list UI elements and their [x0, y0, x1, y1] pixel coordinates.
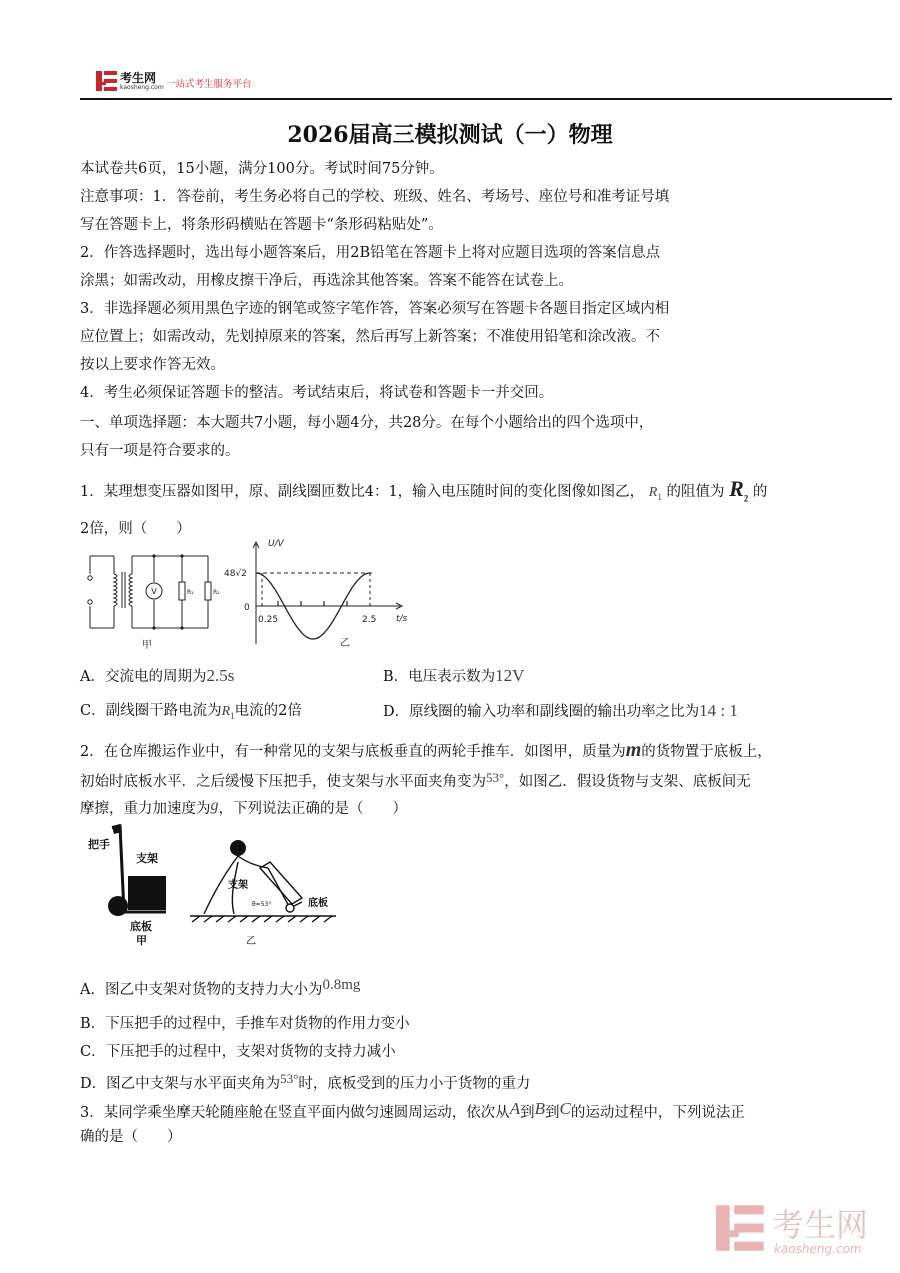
- u-axis-label: U/V: [268, 539, 284, 549]
- watermark-domain: kaosheng.com: [774, 1242, 862, 1256]
- q1-option-b[interactable]: B．电压表示数为12V: [383, 666, 525, 685]
- logo-text: 考生网: [120, 71, 157, 85]
- q1-voltage-graph: [222, 534, 412, 652]
- q1-option-d[interactable]: D．原线圈的输入功率和副线圈的输出功率之比为14 : 1: [383, 701, 738, 720]
- fig-label-yi: 乙: [246, 936, 256, 947]
- q2-handtruck-figure-yi: [186, 832, 346, 950]
- q2-option-d[interactable]: D．图乙中支架与水平面夹角为53°时，底板受到的压力小于货物的重力: [80, 1071, 531, 1092]
- q2-option-a[interactable]: A．图乙中支架对货物的支持力大小为0.8mg: [80, 977, 361, 998]
- q2-handtruck-figure-jia: [86, 822, 178, 950]
- origin-label: 0: [244, 603, 250, 613]
- q1-option-c[interactable]: C．副线圈干路电流为$R_1$电流的2倍: [80, 703, 302, 721]
- q1-stem: 1．某理想变压器如图甲，原、副线圈匝数比4：1，输入电压随时间的变化图像如图乙， $R_1$ 的阻值为 $R_2$ 的: [80, 476, 768, 504]
- t-axis-label: t/s: [396, 614, 408, 624]
- section-heading: 只有一项是符合要求的。: [80, 443, 240, 459]
- section-heading: 一、单项选择题：本大题共7小题，每小题4分，共28分。在每个小题给出的四个选项中，: [80, 415, 654, 431]
- voltmeter-label: V: [151, 587, 157, 596]
- label-base-2: 底板: [308, 898, 328, 909]
- r1-symbol: $R_1$: [648, 485, 662, 502]
- intro-line: 涂黑；如需改动，用橡皮擦干净后，再选涂其他答案。答案不能答在试卷上。: [80, 273, 573, 289]
- intro-line: 3．非选择题必须用黑色字迹的钢笔或签字笔作答，答案必须写在答题卡各题目指定区域内相: [80, 301, 670, 317]
- q1-stem-cont: 2倍，则（ ）: [80, 521, 191, 537]
- logo-domain: kaosheng.com: [120, 84, 164, 91]
- t1-label: 0.25: [258, 615, 279, 625]
- intro-line: 4．考生必须保证答题卡的整洁。考试结束后，将试卷和答题卡一并交回。: [80, 385, 554, 401]
- q1-circuit-figure: [82, 548, 220, 652]
- q3-stem: 3．某同学乘坐摩天轮随座舱在竖直平面内做匀速圆周运动，依次从A到B到C的运动过程中，下列说法正: [80, 1099, 745, 1121]
- r2-label: R₂: [213, 589, 220, 596]
- fig-label-yi: 乙: [340, 638, 350, 649]
- fig-label-jia: 甲: [136, 934, 147, 947]
- intro-line: 按以上要求作答无效。: [80, 357, 225, 373]
- q1-option-a[interactable]: A．交流电的周期为2.5s: [80, 666, 235, 685]
- page-title: 2026届高三模拟测试（一）物理: [287, 122, 613, 148]
- header-rule: [80, 98, 892, 100]
- q2-option-c[interactable]: C．下压把手的过程中，支架对货物的支持力减小: [80, 1044, 396, 1060]
- intro-line: 2．作答选择题时，选出每小题答案后，用2B铅笔在答题卡上将对应题目选项的答案信息点: [80, 245, 661, 261]
- theta-label: θ=53°: [252, 901, 272, 908]
- watermark: [716, 1200, 886, 1260]
- intro-line: 注意事项：1．答卷前，考生务必将自己的学校、班级、姓名、考场号、座位号和准考证号填: [80, 189, 670, 205]
- r1-label: R₁: [187, 589, 194, 596]
- watermark-text: 考生网: [772, 1206, 869, 1244]
- r2-symbol: $R_2$: [729, 476, 749, 504]
- header-slogan: 一站式考生服务平台: [166, 79, 252, 90]
- kaosheng-logo-icon: [96, 70, 118, 92]
- intro-line: 本试卷共6页，15小题，满分100分。考试时间75分钟。: [80, 161, 444, 177]
- q2-stem: 摩擦，重力加速度为g，下列说法正确的是（ ）: [80, 797, 407, 817]
- label-stand: 支架: [136, 852, 158, 865]
- peak-label: 48√2: [224, 569, 247, 579]
- watermark-logo-icon: [716, 1202, 766, 1254]
- intro-line: 应位置上；如需改动，先划掉原来的答案，然后再写上新答案；不准使用铅笔和涂改液。不: [80, 329, 660, 345]
- q2-stem: 初始时底板水平．之后缓慢下压把手，使支架与水平面夹角变为53°，如图乙．假设货物与支架、底板间无: [80, 770, 751, 790]
- t2-label: 2.5: [362, 615, 377, 625]
- q2-option-b[interactable]: B．下压把手的过程中，手推车对货物的作用力变小: [80, 1016, 410, 1032]
- q2-stem: 2．在仓库搬运作业中，有一种常见的支架与底板垂直的两轮手推车．如图甲，质量为m的货物置于底板上，: [80, 739, 772, 761]
- fig-label-jia: 甲: [142, 640, 152, 651]
- label-handle: 把手: [88, 838, 110, 851]
- intro-line: 写在答题卡上，将条形码横贴在答题卡“条形码粘贴处”。: [80, 217, 443, 233]
- q3-stem: 确的是（ ）: [80, 1129, 182, 1145]
- label-base: 底板: [130, 920, 152, 933]
- label-stand-2: 支架: [228, 880, 248, 891]
